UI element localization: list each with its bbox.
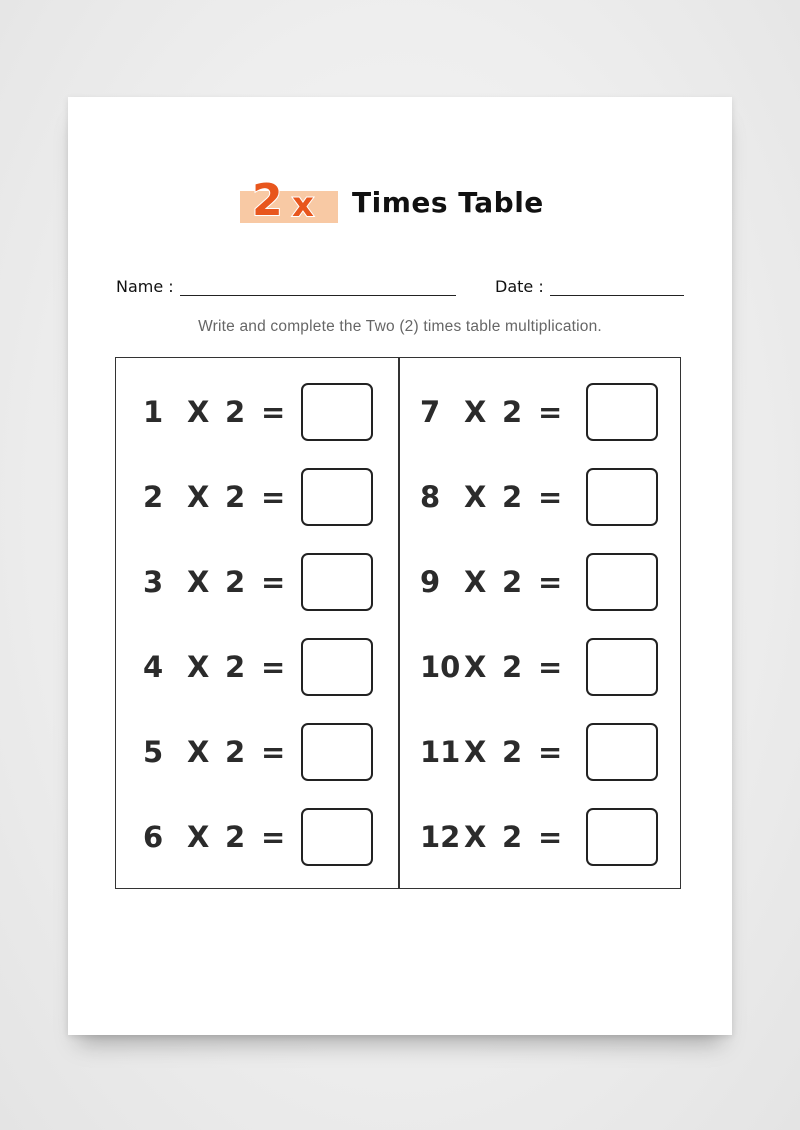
page-title: Times Table xyxy=(352,185,544,219)
equals-sign: = xyxy=(538,395,563,429)
multiplier: 2 xyxy=(225,735,246,769)
equation xyxy=(143,820,297,854)
multiplier: 2 xyxy=(502,395,523,429)
answer-box[interactable] xyxy=(586,468,658,526)
multiplier: 2 xyxy=(502,735,523,769)
multiplicand: 7 xyxy=(420,395,441,429)
date-field xyxy=(495,272,684,296)
column-divider xyxy=(398,357,400,889)
multiplier: 2 xyxy=(502,820,523,854)
multiplier: 2 xyxy=(225,820,246,854)
equals-sign: = xyxy=(538,820,563,854)
multiply-sign: X xyxy=(187,480,210,514)
equation xyxy=(420,565,574,599)
multiply-sign: X xyxy=(464,480,487,514)
answer-box[interactable] xyxy=(301,723,373,781)
equals-sign: = xyxy=(261,650,286,684)
answer-box[interactable] xyxy=(586,808,658,866)
multiplier: 2 xyxy=(225,565,246,599)
equals-sign: = xyxy=(261,480,286,514)
multiplier: 2 xyxy=(225,650,246,684)
name-field xyxy=(116,272,456,296)
equation xyxy=(143,480,297,514)
equals-sign: = xyxy=(538,565,563,599)
answer-box[interactable] xyxy=(586,638,658,696)
equals-sign: = xyxy=(538,650,563,684)
multiply-sign: X xyxy=(464,650,487,684)
problem-row xyxy=(143,382,297,442)
multiplicand: 10 xyxy=(420,650,461,684)
equals-sign: = xyxy=(261,395,286,429)
multiplicand: 12 xyxy=(420,820,461,854)
answer-box[interactable] xyxy=(301,383,373,441)
problem-row xyxy=(420,467,574,527)
answer-box[interactable] xyxy=(301,808,373,866)
multiplicand: 4 xyxy=(143,650,164,684)
answer-box[interactable] xyxy=(586,723,658,781)
worksheet-header xyxy=(240,175,544,226)
equation xyxy=(143,565,297,599)
equation xyxy=(143,395,297,429)
equals-sign: = xyxy=(261,735,286,769)
multiply-sign: X xyxy=(187,395,210,429)
multiply-sign: X xyxy=(187,650,210,684)
problem-row xyxy=(420,637,574,697)
answer-box[interactable] xyxy=(301,468,373,526)
instructions: Write and complete the Two (2) times table multiplication. xyxy=(198,318,602,335)
multiplicand: 1 xyxy=(143,395,164,429)
answer-box[interactable] xyxy=(301,553,373,611)
multiplicand: 9 xyxy=(420,565,441,599)
multiply-sign: X xyxy=(187,735,210,769)
equation xyxy=(143,735,297,769)
equals-sign: = xyxy=(261,820,286,854)
multiplier: 2 xyxy=(502,480,523,514)
badge-number: 2 xyxy=(252,175,283,226)
multiply-sign: X xyxy=(464,820,487,854)
badge-multiply-icon: x xyxy=(292,185,314,225)
problem-row xyxy=(143,552,297,612)
multiply-sign: X xyxy=(187,565,210,599)
equation xyxy=(420,480,574,514)
multiplicand: 11 xyxy=(420,735,461,769)
answer-box[interactable] xyxy=(586,553,658,611)
problem-row xyxy=(420,807,574,867)
answer-box[interactable] xyxy=(301,638,373,696)
answer-box[interactable] xyxy=(586,383,658,441)
problem-row xyxy=(143,807,297,867)
problem-row xyxy=(420,382,574,442)
multiplier: 2 xyxy=(502,650,523,684)
date-line[interactable] xyxy=(550,277,684,296)
date-label: Date : xyxy=(495,277,544,296)
multiplicand: 3 xyxy=(143,565,164,599)
problem-row xyxy=(420,722,574,782)
multiplicand: 5 xyxy=(143,735,164,769)
equation xyxy=(420,650,574,684)
problem-row xyxy=(143,637,297,697)
multiply-sign: X xyxy=(464,735,487,769)
name-line[interactable] xyxy=(180,277,456,296)
multiplier: 2 xyxy=(502,565,523,599)
problem-row xyxy=(143,722,297,782)
multiplier: 2 xyxy=(225,480,246,514)
equation xyxy=(420,820,574,854)
multiply-sign: X xyxy=(464,395,487,429)
multiplicand: 8 xyxy=(420,480,441,514)
equation xyxy=(420,395,574,429)
equals-sign: = xyxy=(538,735,563,769)
equals-sign: = xyxy=(261,565,286,599)
problem-row xyxy=(143,467,297,527)
name-label: Name : xyxy=(116,277,174,296)
times-badge xyxy=(240,175,338,226)
multiply-sign: X xyxy=(464,565,487,599)
multiply-sign: X xyxy=(187,820,210,854)
multiplier: 2 xyxy=(225,395,246,429)
problem-row xyxy=(420,552,574,612)
equation xyxy=(420,735,574,769)
multiplicand: 2 xyxy=(143,480,164,514)
multiplicand: 6 xyxy=(143,820,164,854)
equation xyxy=(143,650,297,684)
equals-sign: = xyxy=(538,480,563,514)
